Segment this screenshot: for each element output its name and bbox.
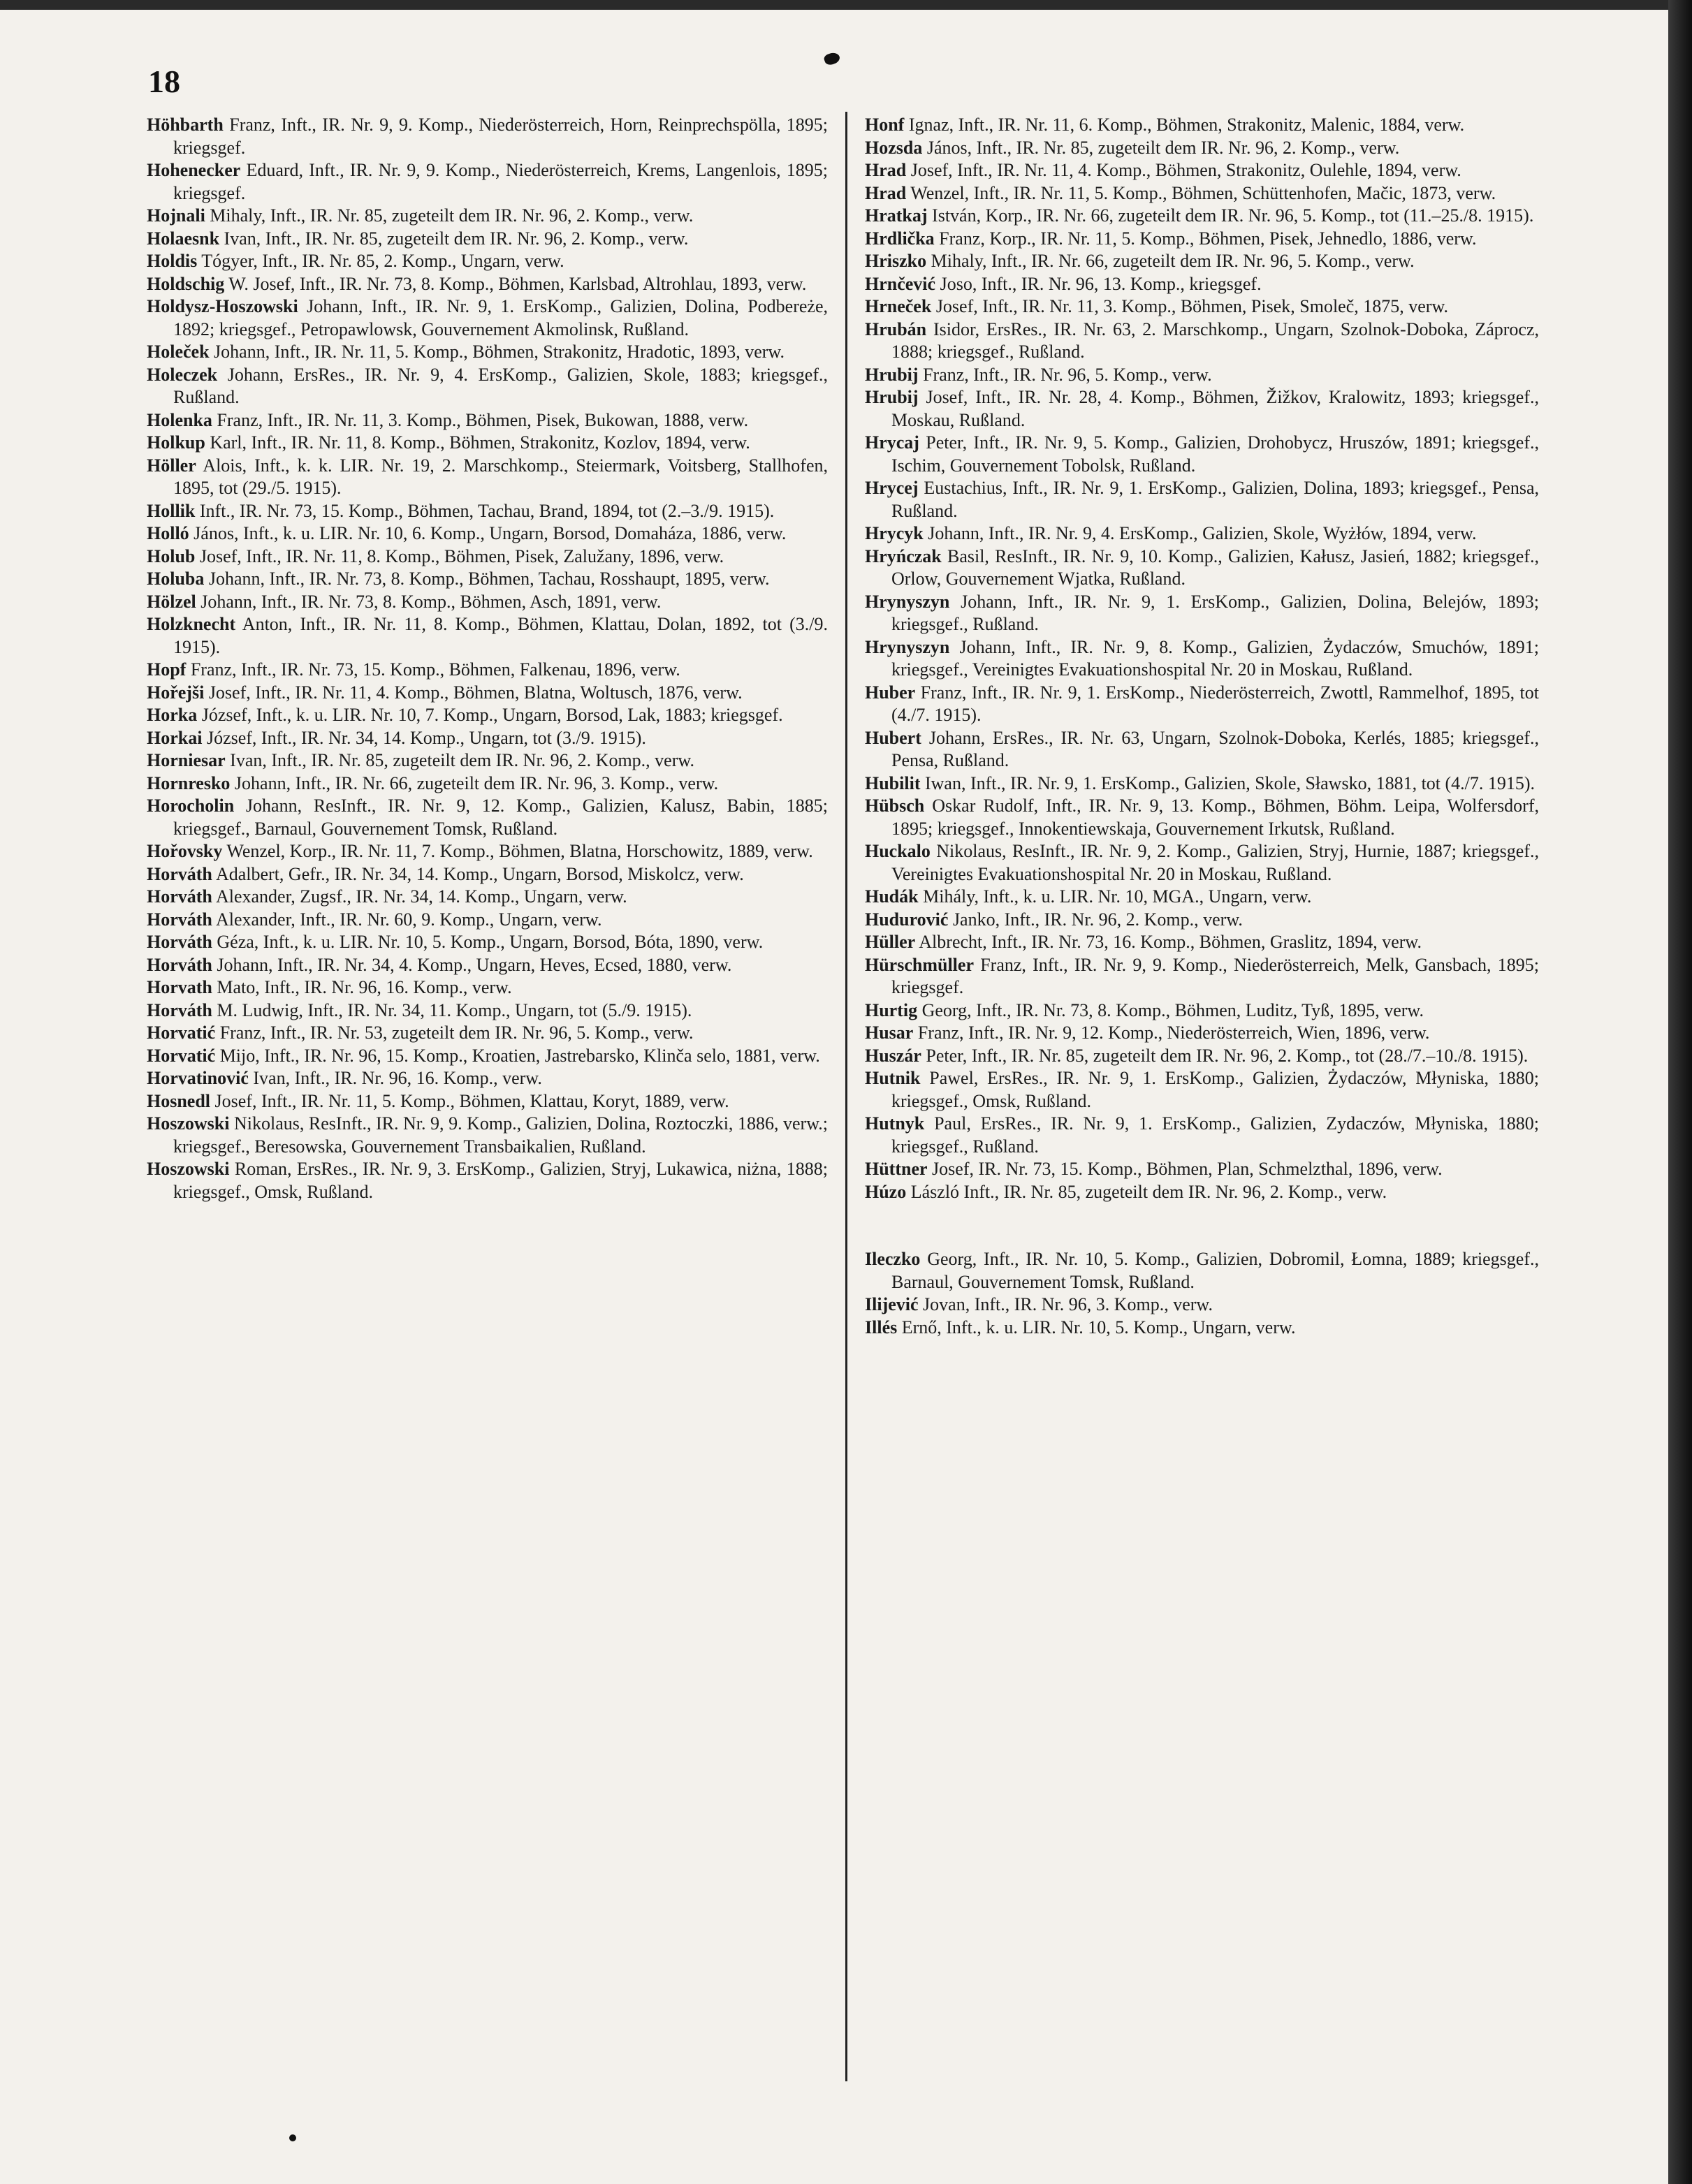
register-entry bbox=[865, 318, 1539, 364]
entry-details: Paul, ErsRes., IR. Nr. 9, 1. ErsKomp., Galizien, Zydaczów, Młyniska, 1880; kriegsgef., Rußland. bbox=[891, 1113, 1539, 1157]
register-entry bbox=[147, 205, 828, 228]
entry-details: János, Inft., IR. Nr. 85, zugeteilt dem IR. Nr. 96, 2. Komp., verw. bbox=[922, 137, 1400, 158]
entry-details: Alois, Inft., k. k. LIR. Nr. 19, 2. Marschkomp., Steiermark, Voitsberg, Stallhofen, 1895, tot (29./5. 1915). bbox=[173, 455, 828, 498]
register-entry bbox=[147, 409, 828, 432]
entry-surname: Hopf bbox=[147, 659, 187, 680]
entry-details: Ivan, Inft., IR. Nr. 96, 16. Komp., verw. bbox=[248, 1068, 542, 1088]
entry-surname: Holló bbox=[147, 523, 189, 543]
entry-details: Alexander, Zugsf., IR. Nr. 34, 14. Komp., Ungarn, verw. bbox=[212, 886, 627, 907]
entry-surname: Hojnali bbox=[147, 205, 205, 226]
entry-surname: Holdysz-Hoszowski bbox=[147, 296, 298, 316]
register-entry bbox=[865, 999, 1539, 1023]
entry-surname: Holeček bbox=[147, 342, 210, 362]
register-entry bbox=[865, 1158, 1539, 1181]
register-entry bbox=[865, 931, 1539, 954]
register-entry bbox=[147, 886, 828, 909]
register-entry bbox=[865, 1067, 1539, 1113]
register-entry bbox=[147, 250, 828, 273]
register-entry bbox=[147, 1090, 828, 1113]
register-entry bbox=[147, 545, 828, 569]
entry-surname: Holdis bbox=[147, 251, 198, 271]
entry-details: Ignaz, Inft., IR. Nr. 11, 6. Komp., Böhmen, Strakonitz, Malenic, 1884, verw. bbox=[904, 115, 1465, 135]
entry-details: Johann, Inft., IR. Nr. 9, 8. Komp., Galizien, Żydaczów, Smuchów, 1891; kriegsgef., Vereinigtes Evakuationshospital Nr. 20 in Moskau, Rußland. bbox=[891, 636, 1539, 680]
entry-surname: Hudák bbox=[865, 886, 919, 907]
register-entry bbox=[865, 886, 1539, 909]
entry-surname: Holub bbox=[147, 545, 196, 566]
register-entry bbox=[865, 182, 1539, 205]
entry-details: Ivan, Inft., IR. Nr. 85, zugeteilt dem IR. Nr. 96, 2. Komp., verw. bbox=[225, 750, 694, 770]
register-entry bbox=[147, 114, 828, 159]
register-entry bbox=[147, 364, 828, 409]
entry-details: Anton, Inft., IR. Nr. 11, 8. Komp., Böhmen, Klattau, Dolan, 1892, tot (3./9. 1915). bbox=[173, 614, 828, 657]
register-entry bbox=[865, 250, 1539, 273]
register-entry bbox=[865, 1181, 1539, 1204]
entry-details: Joso, Inft., IR. Nr. 96, 13. Komp., kriegsgef. bbox=[935, 273, 1262, 294]
entry-details: Johann, Inft., IR. Nr. 9, 1. ErsKomp., Galizien, Dolina, Belejów, 1893; kriegsgef., Rußland. bbox=[891, 591, 1539, 634]
entry-details: Mato, Inft., IR. Nr. 96, 16. Komp., verw. bbox=[212, 977, 512, 997]
entry-surname: Hryńczak bbox=[865, 545, 942, 566]
entry-surname: Hüttner bbox=[865, 1159, 928, 1179]
entry-surname: Hrubij bbox=[865, 364, 919, 385]
entry-details: József, Inft., k. u. LIR. Nr. 10, 7. Komp., Ungarn, Borsod, Lak, 1883; kriegsgef. bbox=[197, 705, 783, 725]
register-entry bbox=[865, 364, 1539, 387]
entry-surname: Hollik bbox=[147, 500, 196, 521]
register-entry bbox=[865, 1293, 1539, 1317]
register-entry bbox=[865, 522, 1539, 545]
entry-surname: Hürschmüller bbox=[865, 954, 974, 975]
entry-details: Wenzel, Inft., IR. Nr. 11, 5. Komp., Böhmen, Schüttenhofen, Mačic, 1873, verw. bbox=[906, 182, 1496, 203]
entry-surname: Horocholin bbox=[147, 796, 235, 816]
page-number: 18 bbox=[148, 64, 180, 99]
register-entry bbox=[865, 795, 1539, 840]
entry-surname: Horvatić bbox=[147, 1045, 216, 1066]
register-entry bbox=[147, 432, 828, 455]
register-entry bbox=[147, 455, 828, 500]
entry-surname: Hořovsky bbox=[147, 841, 223, 861]
entry-surname: Horkai bbox=[147, 727, 203, 748]
entry-details: Franz, Inft., IR. Nr. 9, 1. ErsKomp., Niederösterreich, Zwottl, Rammelhof, 1895, tot (4./7. 1915). bbox=[891, 682, 1539, 725]
entry-details: János, Inft., k. u. LIR. Nr. 10, 6. Komp., Ungarn, Borsod, Domaháza, 1886, verw. bbox=[189, 523, 787, 543]
entry-details: Franz, Inft., IR. Nr. 96, 5. Komp., verw. bbox=[918, 364, 1212, 385]
entry-details: Franz, Inft., IR. Nr. 73, 15. Komp., Böhmen, Falkenau, 1896, verw. bbox=[186, 659, 680, 680]
entry-details: Johann, ErsRes., IR. Nr. 63, Ungarn, Szolnok-Doboka, Kerlés, 1885; kriegsgef., Pensa, Rußland. bbox=[891, 727, 1539, 770]
ink-dot bbox=[289, 2134, 296, 2141]
entry-surname: Ileczko bbox=[865, 1249, 921, 1269]
entry-surname: Húzo bbox=[865, 1181, 907, 1202]
entry-details: Alexander, Inft., IR. Nr. 60, 9. Komp., Ungarn, verw. bbox=[212, 909, 602, 930]
register-entry bbox=[865, 228, 1539, 251]
register-entry bbox=[147, 840, 828, 863]
register-entry bbox=[865, 114, 1539, 137]
register-entry bbox=[147, 1113, 828, 1158]
entry-surname: Holenka bbox=[147, 409, 212, 430]
scan-edge-right bbox=[1668, 0, 1692, 2184]
entry-details: Josef, Inft., IR. Nr. 28, 4. Komp., Böhmen, Žižkov, Kralowitz, 1893; kriegsgef., Moskau, Rußland. bbox=[891, 387, 1539, 430]
register-entry bbox=[147, 568, 828, 591]
register-entry bbox=[147, 749, 828, 772]
entry-details: Georg, Inft., IR. Nr. 10, 5. Komp., Galizien, Dobromil, Łomna, 1889; kriegsgef., Barnaul, Gouvernement Tomsk, Rußland. bbox=[891, 1249, 1539, 1292]
register-entry bbox=[147, 613, 828, 659]
entry-details: Eduard, Inft., IR. Nr. 9, 9. Komp., Niederösterreich, Krems, Langenlois, 1895; kriegsgef. bbox=[173, 160, 828, 203]
register-entry bbox=[865, 477, 1539, 522]
entry-details: Nikolaus, ResInft., IR. Nr. 9, 9. Komp., Galizien, Dolina, Roztoczki, 1886, verw.; kriegsgef., Beresowska, Gouvernement Transbaikalien, Rußland. bbox=[173, 1113, 828, 1157]
entry-surname: Hrubij bbox=[865, 387, 919, 407]
entry-details: Josef, Inft., IR. Nr. 11, 3. Komp., Böhmen, Pisek, Smoleč, 1875, verw. bbox=[931, 296, 1449, 316]
entry-surname: Hölzel bbox=[147, 591, 196, 612]
entry-details: W. Josef, Inft., IR. Nr. 73, 8. Komp., Böhmen, Karlsbad, Altrohlau, 1893, verw. bbox=[224, 273, 807, 294]
entry-surname: Honf bbox=[865, 115, 905, 135]
register-entry bbox=[147, 704, 828, 727]
entry-surname: Horváth bbox=[147, 886, 212, 907]
entry-details: Ivan, Inft., IR. Nr. 85, zugeteilt dem IR. Nr. 96, 2. Komp., verw. bbox=[219, 228, 689, 249]
entry-surname: Höller bbox=[147, 455, 196, 476]
entry-surname: Huckalo bbox=[865, 841, 931, 861]
entry-details: Nikolaus, ResInft., IR. Nr. 9, 2. Komp., Galizien, Stryj, Hurnie, 1887; kriegsgef., Vereinigtes Evakuationshospital Nr. 20 in Moskau, Rußland. bbox=[891, 841, 1539, 884]
entry-details: Peter, Inft., IR. Nr. 85, zugeteilt dem IR. Nr. 96, 2. Komp., tot (28./7.–10./8. 1915). bbox=[921, 1045, 1529, 1066]
register-entry bbox=[147, 772, 828, 796]
entry-surname: Holzknecht bbox=[147, 614, 236, 634]
register-entry bbox=[147, 795, 828, 840]
entry-details: Mijo, Inft., IR. Nr. 96, 15. Komp., Kroatien, Jastrebarsko, Klinča selo, 1881, verw. bbox=[215, 1045, 820, 1066]
entry-details: Josef, Inft., IR. Nr. 11, 5. Komp., Böhmen, Klattau, Koryt, 1889, verw. bbox=[210, 1090, 729, 1111]
entry-surname: Hrycyk bbox=[865, 523, 924, 543]
entry-details: Albrecht, Inft., IR. Nr. 73, 16. Komp., Böhmen, Graslitz, 1894, verw. bbox=[915, 932, 1422, 952]
entry-surname: Hořejši bbox=[147, 682, 205, 703]
entry-surname: Horváth bbox=[147, 954, 212, 975]
entry-details: Inft., IR. Nr. 73, 15. Komp., Böhmen, Tachau, Brand, 1894, tot (2.–3./9. 1915). bbox=[195, 500, 775, 521]
register-entry bbox=[147, 976, 828, 999]
entry-surname: Horváth bbox=[147, 909, 212, 930]
entry-details: Franz, Inft., IR. Nr. 11, 3. Komp., Böhmen, Pisek, Bukowan, 1888, verw. bbox=[212, 409, 749, 430]
entry-surname: Hrycaj bbox=[865, 432, 919, 453]
entry-surname: Horvath bbox=[147, 977, 212, 997]
register-entry bbox=[865, 772, 1539, 796]
register-entry bbox=[147, 1067, 828, 1090]
entry-surname: Hohenecker bbox=[147, 160, 241, 180]
register-entry bbox=[147, 682, 828, 705]
entry-surname: Horka bbox=[147, 705, 198, 725]
entry-surname: Hubert bbox=[865, 727, 921, 748]
entry-details: Iwan, Inft., IR. Nr. 9, 1. ErsKomp., Galizien, Skole, Sławsko, 1881, tot (4./7. 1915). bbox=[920, 772, 1536, 793]
entry-details: Karl, Inft., IR. Nr. 11, 8. Komp., Böhmen, Strakonitz, Kozlov, 1894, verw. bbox=[205, 432, 750, 453]
entry-details: László Inft., IR. Nr. 85, zugeteilt dem IR. Nr. 96, 2. Komp., verw. bbox=[906, 1181, 1387, 1202]
entry-details: Franz, Inft., IR. Nr. 9, 12. Komp., Niederösterreich, Wien, 1896, verw. bbox=[913, 1023, 1430, 1043]
entry-details: Isidor, ErsRes., IR. Nr. 63, 2. Marschkomp., Ungarn, Szolnok-Doboka, Záprocz, 1888; kriegsgef., Rußland. bbox=[891, 318, 1539, 362]
register-entry bbox=[865, 909, 1539, 932]
entry-details: Roman, ErsRes., IR. Nr. 9, 3. ErsKomp., Galizien, Stryj, Lukawica, niżna, 1888; kriegsgef., Omsk, Rußland. bbox=[173, 1159, 828, 1202]
entry-details: Basil, ResInft., IR. Nr. 9, 10. Komp., Galizien, Kałusz, Jasień, 1882; kriegsgef., Orlow, Gouvernement Wjatka, Rußland. bbox=[891, 545, 1539, 589]
register-entry bbox=[865, 840, 1539, 886]
entry-details: Peter, Inft., IR. Nr. 9, 5. Komp., Galizien, Drohobycz, Hruszów, 1891; kriegsgef., Ischim, Gouvernement Tobolsk, Rußland. bbox=[891, 432, 1539, 476]
entry-surname: Holdschig bbox=[147, 273, 225, 294]
entry-surname: Hrnčević bbox=[865, 273, 936, 294]
entry-surname: Hratkaj bbox=[865, 205, 928, 226]
entry-surname: Hornresko bbox=[147, 772, 231, 793]
section-gap bbox=[865, 1203, 1539, 1248]
register-entry bbox=[147, 500, 828, 523]
entry-details: Mihaly, Inft., IR. Nr. 85, zugeteilt dem IR. Nr. 96, 2. Komp., verw. bbox=[205, 205, 694, 226]
entry-surname: Hrneček bbox=[865, 296, 932, 316]
entry-surname: Hudurović bbox=[865, 909, 949, 930]
entry-details: Ernő, Inft., k. u. LIR. Nr. 10, 5. Komp., Ungarn, verw. bbox=[897, 1317, 1296, 1337]
entry-surname: Hübsch bbox=[865, 796, 925, 816]
scan-edge-top bbox=[0, 0, 1692, 10]
register-entry bbox=[865, 954, 1539, 999]
entry-surname: Holeczek bbox=[147, 364, 218, 385]
register-entry bbox=[147, 909, 828, 932]
register-entry bbox=[865, 1022, 1539, 1045]
register-entry bbox=[147, 863, 828, 886]
register-entry bbox=[865, 1113, 1539, 1158]
entry-surname: Holuba bbox=[147, 569, 205, 589]
entry-surname: Hrad bbox=[865, 160, 907, 180]
register-entry bbox=[865, 727, 1539, 772]
entry-surname: Höhbarth bbox=[147, 115, 224, 135]
register-entry bbox=[865, 591, 1539, 636]
register-entry bbox=[865, 1317, 1539, 1340]
entry-details: Georg, Inft., IR. Nr. 73, 8. Komp., Böhmen, Luditz, Tyß, 1895, verw. bbox=[917, 999, 1424, 1020]
register-entry bbox=[147, 727, 828, 750]
register-entry bbox=[147, 999, 828, 1023]
register-entry bbox=[865, 545, 1539, 591]
register-entry bbox=[147, 522, 828, 545]
entry-details: Oskar Rudolf, Inft., IR. Nr. 9, 13. Komp., Böhmen, Böhm. Leipa, Wolfersdorf, 1895; kriegsgef., Innokentiewskaja, Gouvernement Irkutsk, Rußland. bbox=[891, 796, 1539, 839]
right-column bbox=[865, 114, 1539, 1339]
register-entry bbox=[865, 1248, 1539, 1293]
register-entry bbox=[865, 273, 1539, 296]
entry-surname: Holkup bbox=[147, 432, 205, 453]
register-entry bbox=[865, 159, 1539, 182]
register-entry bbox=[147, 1022, 828, 1045]
entry-details: Franz, Inft., IR. Nr. 53, zugeteilt dem IR. Nr. 96, 5. Komp., verw. bbox=[215, 1023, 694, 1043]
register-entry bbox=[865, 1045, 1539, 1068]
entry-surname: Huber bbox=[865, 682, 916, 703]
entry-surname: Hüller bbox=[865, 932, 916, 952]
entry-details: Josef, IR. Nr. 73, 15. Komp., Böhmen, Plan, Schmelzthal, 1896, verw. bbox=[927, 1159, 1443, 1179]
entry-surname: Hoszowski bbox=[147, 1159, 230, 1179]
entry-details: Johann, Inft., IR. Nr. 9, 1. ErsKomp., Galizien, Dolina, Podbereże, 1892; kriegsgef., Petropawlowsk, Gouvernement Akmolinsk, Rußland. bbox=[173, 296, 828, 339]
entry-details: Mihaly, Inft., IR. Nr. 66, zugeteilt dem IR. Nr. 96, 5. Komp., verw. bbox=[926, 251, 1415, 271]
entry-surname: Hutnyk bbox=[865, 1113, 925, 1134]
entry-surname: Hriszko bbox=[865, 251, 927, 271]
entry-details: Johann, Inft., IR. Nr. 34, 4. Komp., Ungarn, Heves, Ecsed, 1880, verw. bbox=[212, 954, 732, 975]
register-entry bbox=[865, 386, 1539, 432]
entry-details: Franz, Korp., IR. Nr. 11, 5. Komp., Böhmen, Pisek, Jehnedlo, 1886, verw. bbox=[934, 228, 1477, 249]
register-entry bbox=[147, 1158, 828, 1203]
entry-surname: Holaesnk bbox=[147, 228, 220, 249]
entry-details: József, Inft., IR. Nr. 34, 14. Komp., Ungarn, tot (3./9. 1915). bbox=[202, 727, 646, 748]
entry-surname: Hrad bbox=[865, 182, 907, 203]
entry-details: Johann, ErsRes., IR. Nr. 9, 4. ErsKomp., Galizien, Skole, 1883; kriegsgef., Rußland. bbox=[173, 364, 828, 407]
entry-details: Tógyer, Inft., IR. Nr. 85, 2. Komp., Ungarn, verw. bbox=[197, 251, 564, 271]
entry-details: István, Korp., IR. Nr. 66, zugeteilt dem IR. Nr. 96, 5. Komp., tot (11.–25./8. 1915). bbox=[927, 205, 1534, 226]
register-entry bbox=[147, 295, 828, 341]
ink-blot bbox=[823, 51, 841, 67]
entry-details: Eustachius, Inft., IR. Nr. 9, 1. ErsKomp., Galizien, Dolina, 1893; kriegsgef., Pensa, Rußland. bbox=[891, 478, 1539, 521]
entry-surname: Hozsda bbox=[865, 137, 923, 158]
register-entry bbox=[147, 273, 828, 296]
entry-details: Johann, Inft., IR. Nr. 73, 8. Komp., Böhmen, Tachau, Rosshaupt, 1895, verw. bbox=[204, 569, 770, 589]
register-entry bbox=[147, 591, 828, 614]
register-entry bbox=[865, 205, 1539, 228]
register-entry bbox=[865, 636, 1539, 682]
entry-surname: Hrdlička bbox=[865, 228, 935, 249]
entry-surname: Horvatić bbox=[147, 1023, 216, 1043]
entry-details: Johann, ResInft., IR. Nr. 9, 12. Komp., Galizien, Kalusz, Babin, 1885; kriegsgef., Barnaul, Gouvernement Tomsk, Rußland. bbox=[173, 796, 828, 839]
entry-surname: Ilijević bbox=[865, 1294, 919, 1314]
entry-details: Franz, Inft., IR. Nr. 9, 9. Komp., Niederösterreich, Horn, Reinprechspölla, 1895; kriegsgef. bbox=[173, 115, 828, 158]
entry-details: Josef, Inft., IR. Nr. 11, 4. Komp., Böhmen, Blatna, Woltusch, 1876, verw. bbox=[204, 682, 743, 703]
entry-surname: Horváth bbox=[147, 863, 212, 884]
entry-details: Pawel, ErsRes., IR. Nr. 9, 1. ErsKomp., Galizien, Żydaczów, Młyniska, 1880; kriegsgef., Omsk, Rußland. bbox=[891, 1068, 1539, 1111]
right-column-section-i bbox=[865, 1248, 1539, 1339]
register-entry bbox=[147, 931, 828, 954]
register-entry bbox=[865, 432, 1539, 477]
column-divider bbox=[845, 112, 847, 2081]
register-entry bbox=[865, 682, 1539, 727]
entry-details: Géza, Inft., k. u. LIR. Nr. 10, 5. Komp., Ungarn, Borsod, Bóta, 1890, verw. bbox=[212, 932, 764, 952]
entry-details: Johann, Inft., IR. Nr. 73, 8. Komp., Böhmen, Asch, 1891, verw. bbox=[196, 591, 662, 612]
entry-details: Franz, Inft., IR. Nr. 9, 9. Komp., Niederösterreich, Melk, Gansbach, 1895; kriegsgef. bbox=[891, 954, 1539, 997]
entry-surname: Hutnik bbox=[865, 1068, 921, 1088]
left-column bbox=[147, 114, 828, 1203]
entry-details: Mihály, Inft., k. u. LIR. Nr. 10, MGA., Ungarn, verw. bbox=[918, 886, 1312, 907]
entry-details: Wenzel, Korp., IR. Nr. 11, 7. Komp., Böhmen, Blatna, Horschowitz, 1889, verw. bbox=[222, 841, 813, 861]
register-entry bbox=[147, 228, 828, 251]
entry-surname: Hrynyszyn bbox=[865, 591, 950, 612]
right-column-section-h bbox=[865, 114, 1539, 1203]
entry-details: Josef, Inft., IR. Nr. 11, 8. Komp., Böhmen, Pisek, Zalužany, 1896, verw. bbox=[195, 545, 724, 566]
entry-surname: Hrynyszyn bbox=[865, 636, 950, 657]
register-entry bbox=[147, 159, 828, 205]
entry-details: Johann, Inft., IR. Nr. 9, 4. ErsKomp., Galizien, Skole, Wyżłów, 1894, verw. bbox=[923, 523, 1477, 543]
register-entry bbox=[147, 954, 828, 977]
entry-details: M. Ludwig, Inft., IR. Nr. 34, 11. Komp., Ungarn, tot (5./9. 1915). bbox=[212, 999, 692, 1020]
entry-details: Johann, Inft., IR. Nr. 66, zugeteilt dem IR. Nr. 96, 3. Komp., verw. bbox=[230, 772, 719, 793]
entry-details: Janko, Inft., IR. Nr. 96, 2. Komp., verw. bbox=[948, 909, 1243, 930]
entry-surname: Hubilit bbox=[865, 772, 921, 793]
entry-details: Josef, Inft., IR. Nr. 11, 4. Komp., Böhmen, Strakonitz, Oulehle, 1894, verw. bbox=[906, 160, 1461, 180]
entry-surname: Illés bbox=[865, 1317, 898, 1337]
entry-details: Jovan, Inft., IR. Nr. 96, 3. Komp., verw. bbox=[918, 1294, 1213, 1314]
register-entry bbox=[147, 341, 828, 364]
entry-surname: Huszár bbox=[865, 1045, 921, 1066]
register-entry bbox=[865, 137, 1539, 160]
entry-surname: Hrubán bbox=[865, 318, 927, 339]
entry-details: Johann, Inft., IR. Nr. 11, 5. Komp., Böhmen, Strakonitz, Hradotic, 1893, verw. bbox=[209, 342, 785, 362]
entry-surname: Horváth bbox=[147, 999, 212, 1020]
entry-surname: Horniesar bbox=[147, 750, 226, 770]
entry-details: Adalbert, Gefr., IR. Nr. 34, 14. Komp., Ungarn, Borsod, Miskolcz, verw. bbox=[212, 863, 744, 884]
entry-surname: Hoszowski bbox=[147, 1113, 230, 1134]
entry-surname: Horvatinović bbox=[147, 1068, 249, 1088]
entry-surname: Husar bbox=[865, 1023, 914, 1043]
entry-surname: Hosnedl bbox=[147, 1090, 211, 1111]
entry-surname: Hurtig bbox=[865, 999, 918, 1020]
register-entry bbox=[147, 659, 828, 682]
register-entry bbox=[865, 295, 1539, 318]
entry-surname: Horváth bbox=[147, 932, 212, 952]
entry-surname: Hrycej bbox=[865, 478, 919, 498]
register-entry bbox=[147, 1045, 828, 1068]
